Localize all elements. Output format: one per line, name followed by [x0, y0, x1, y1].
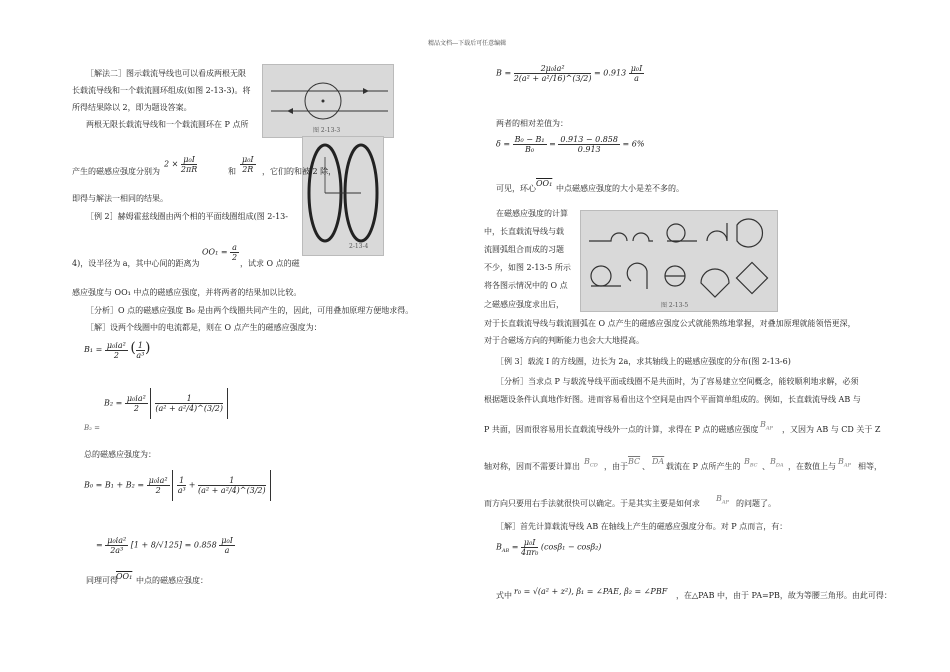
- symbol-bap: [760, 420, 773, 432]
- formula-text: = 6%: [622, 139, 645, 149]
- frac-denominator: a: [224, 546, 230, 555]
- formula-text: B: [496, 68, 502, 78]
- text-line: ，又因为 AB 与 CD 关于 Z: [782, 425, 881, 434]
- formula-text: B: [744, 457, 750, 466]
- text-line: 长载流导线和一个载流圆环组成(如图 2-13-3)。将: [72, 86, 251, 95]
- figure-caption: 图 2-13-3: [313, 127, 341, 134]
- formula-subscript: BC: [749, 462, 758, 469]
- formula-r0: r₀ = √(a² + z²), β₁ = ∠PAE, β₂ = ∠PBF: [514, 587, 668, 596]
- frac-numerator: B₀ − B₁: [514, 135, 545, 144]
- frac-numerator: μ₀I: [521, 538, 538, 548]
- frac-numerator: 1: [155, 394, 223, 404]
- formula-text: = 0.858: [184, 540, 217, 550]
- frac-denominator: 2: [155, 486, 161, 495]
- text-line: ，它们的和被 2 除，: [262, 167, 337, 176]
- frac-denominator: 4πr₀: [520, 548, 539, 557]
- frac-denominator: a: [634, 74, 639, 83]
- formula-subscript: AP: [843, 462, 851, 469]
- formula-text: 2 ×: [164, 159, 179, 169]
- frac-numerator: 0.913 − 0.858: [560, 135, 618, 144]
- formula-b0-result: [96, 536, 235, 555]
- formula-text: =: [96, 540, 103, 550]
- formula-subscript: CD: [589, 462, 598, 469]
- text-line: ［解］首先计算载流导线 AB 在轴线上产生的磁感应强度分布。对 P 点而言，有：: [496, 522, 788, 531]
- formula-text: +: [188, 480, 196, 490]
- formula-subscript: DA: [775, 462, 784, 469]
- text-line: 总的磁感应强度为：: [84, 450, 156, 459]
- frac-denominator: 2πR: [180, 165, 198, 174]
- frac-denominator: (a² + a²/4)^(3/2): [155, 404, 223, 413]
- text-line: 根据题设条件认真地作好图。进而容易看出这个空间是由四个平面简单组成的。例如，长直载流导线 AB 与: [484, 395, 861, 404]
- figure-caption: 图 2-13-5: [661, 302, 689, 309]
- frac-denominator: 2a³: [110, 546, 124, 555]
- frac-denominator: 2(a² + a²/16)^(3/2): [513, 74, 592, 83]
- formula-text: δ =: [496, 139, 511, 149]
- formula-b1: B₁ = $\frac{\text{μ₀ia²}}{2}$ ( $\frac{1}{\text{a³}}$ ): [84, 340, 151, 360]
- frac-numerator: μ₀ia²: [106, 340, 126, 350]
- figure-2-13-4: [302, 136, 384, 256]
- symbol-bbc: [744, 457, 757, 469]
- text-line: ［例 2］赫姆霍兹线圈由两个相的平面线圈组成(图 2-13-: [86, 212, 288, 221]
- formula-text: B: [770, 457, 776, 466]
- text-line: 之磁感应强度求出后，: [484, 300, 564, 309]
- text-line: 4)，设半径为 a，其中心间的距离为: [72, 259, 200, 268]
- formula-text: B: [584, 457, 590, 466]
- text-line: ，在数值上与: [788, 462, 836, 471]
- symbol-bap2: [838, 457, 851, 469]
- frac-numerator: 1: [198, 476, 266, 486]
- frac-denominator: 2: [133, 404, 139, 413]
- frac-numerator: μ₀I: [242, 155, 254, 164]
- formula-text: = 0.913: [594, 68, 627, 78]
- text-line: 载流在 P 点所产生的: [666, 462, 741, 471]
- text-line: 、: [642, 462, 650, 471]
- text-line: 可见，环心: [496, 184, 536, 193]
- figure-2-13-5: [580, 210, 778, 312]
- text-line: ［解］设两个线圈中的电流都是，则在 O 点产生的磁感应强度为：: [86, 323, 322, 332]
- formula-text: B: [838, 457, 844, 466]
- frac-denominator: B₀: [525, 145, 535, 154]
- text-line: 而方向只要用右手法就很快可以确定。于是其实主要是如何求: [484, 499, 700, 508]
- text-line: ［分析］O 点的磁感应强度 B₀ 是由两个线圈共同产生的，因此，可用叠加原理方便地求得。: [86, 306, 414, 315]
- text-line: ，由于: [604, 462, 628, 471]
- text-line: 和: [228, 167, 236, 176]
- text-line: 在磁感应强度的计算: [496, 209, 568, 218]
- text-line: 的问题了。: [736, 499, 776, 508]
- text-line: ，在△PAB 中，由于 PA=PB，故为等腰三角形。由此可得：: [676, 591, 892, 600]
- text-line: 感应强度与 OO₁ 中点的磁感应强度，并将两者的结果加以比较。: [72, 288, 302, 297]
- text-line: 中，长直载流导线与载: [484, 227, 564, 236]
- figure-caption: 2-13-4: [349, 243, 369, 250]
- formula-text: (cosβ₁ − cosβ₂): [540, 542, 602, 552]
- text-line: P 共面，因而很容易用长直载流导线外一点的计算，求得在 P 点的磁感应强度: [484, 425, 759, 434]
- frac-denominator: 2: [231, 253, 238, 262]
- text-line: 式中: [496, 591, 512, 600]
- text-line: 中点磁感应强度的大小是差不多的。: [556, 184, 684, 193]
- frac-numerator: 1: [179, 476, 185, 485]
- frac-numerator: μ₀I: [181, 155, 197, 165]
- formula-b2: [104, 388, 228, 419]
- frac-denominator: 2: [113, 350, 119, 360]
- symbol-bda: [770, 457, 784, 469]
- text-line: ，试求 O 点的磁: [240, 259, 300, 268]
- figure-drawing: [581, 211, 777, 311]
- formula-b-wires: [164, 155, 197, 174]
- frac-denominator: a³: [177, 486, 186, 495]
- frac-numerator: μ₀I: [221, 536, 233, 545]
- formula-text: B₂ =: [104, 398, 123, 408]
- text-line: 将各图示情况中的 O 点: [484, 281, 568, 290]
- formula-text: OO₁ =: [202, 247, 228, 257]
- formula-b-ring: [240, 155, 256, 174]
- formula-text: B₁ =: [84, 345, 103, 354]
- text-line: ［解法二］图示载流导线也可以看成两根无限: [86, 69, 246, 78]
- formula-text: B: [716, 494, 722, 503]
- frac-denominator: 0.913: [577, 145, 601, 154]
- text-line: 轴对称，因而不需要计算出: [484, 462, 580, 471]
- symbol-bc: $\overline{BC}$: [628, 457, 641, 466]
- text-line: 即得与解法一相同的结果。: [72, 194, 168, 203]
- frac-denominator: (a² + a²/4)^(3/2): [198, 486, 266, 495]
- formula-oo1: [202, 243, 239, 262]
- text-line: 对于合磁场方向的判断能力也会大大地提高。: [484, 336, 644, 345]
- formula-bm: B = $\frac{\text{2μ₀ia²}}{\text{2(a² + a²/16)\textasciicircum{}(3/2)}}$ = 0.913 $\frac{\text{μ₀I}}{a}$: [496, 64, 643, 83]
- text-line: ［分析］当求点 P 与载流导线平面或线圈不是共面时，为了容易建立空间概念，能较顺利地求解，必须: [496, 377, 859, 386]
- formula-subscript: AP: [765, 425, 773, 432]
- formula-bab: [496, 538, 601, 557]
- symbol-oo1: OO₁: [116, 572, 133, 581]
- text-line: 所得结果除以 2，即为题设答案。: [72, 103, 192, 112]
- text-line: 产生的磁感应强度分别为: [72, 167, 160, 176]
- text-line: 对于长直载流导线与载流圆弧在 O 点产生的磁感应强度公式就能熟练地掌握，对叠加原理就能领悟更深，: [484, 319, 856, 328]
- frac-numerator: 2μ₀ia²: [514, 64, 592, 74]
- text-line: 相等，: [858, 462, 882, 471]
- text-line: 同理可得: [86, 576, 118, 585]
- formula-b0: [84, 470, 271, 501]
- frac-numerator: a: [232, 243, 237, 252]
- page-header: 精品文档---下载后可任意编辑: [428, 40, 507, 47]
- text-line: 中点的磁感应强度：: [136, 576, 208, 585]
- text-line: 两根无限长载流导线和一个载流圆环在 P 点所: [86, 120, 249, 129]
- symbol-bcd: [584, 457, 598, 469]
- formula-text: B: [760, 420, 766, 429]
- text-line: 不少，如图 2-13-5 所示: [484, 263, 571, 272]
- text-line: 、: [762, 462, 770, 471]
- formula-b2-label: B₂ =: [84, 424, 101, 432]
- frac-denominator: a³: [136, 350, 145, 360]
- frac-numerator: μ₀ia²: [126, 394, 146, 403]
- formula-text: B: [496, 542, 502, 552]
- formula-subscript: AB: [501, 548, 510, 555]
- formula-text: =: [511, 542, 519, 552]
- figure-drawing: [303, 137, 383, 255]
- formula-text: B₀ = B₁ + B₂ =: [84, 480, 145, 490]
- formula-text: [1 + 8/√125]: [130, 540, 183, 550]
- text-line: 流圆弧组合而成的习题: [484, 245, 564, 254]
- formula-subscript: AP: [721, 499, 729, 506]
- frac-numerator: μ₀ia²: [107, 536, 127, 545]
- symbol-bap3: [716, 494, 729, 506]
- text-line: 两者的相对差值为：: [496, 119, 568, 128]
- symbol-da: $\overline{DA}$: [652, 457, 665, 466]
- frac-numerator: 1: [137, 340, 143, 350]
- frac-numerator: μ₀I: [630, 64, 643, 73]
- frac-numerator: μ₀ia²: [148, 476, 168, 485]
- symbol-oo1: OO₁: [536, 179, 553, 188]
- figure-2-13-3: [262, 64, 394, 138]
- frac-denominator: 2R: [242, 165, 254, 174]
- text-line: ［例 3］载流 I 的方线圈，边长为 2a，求其轴线上的磁感应强度的分布(图 2-13-6): [496, 357, 791, 366]
- formula-delta: δ = $\frac{\text{B₀ − B₁}}{\text{B₀}}$ = $\frac{0.913 - 0.858}{0.913}$ = 6%: [496, 135, 645, 154]
